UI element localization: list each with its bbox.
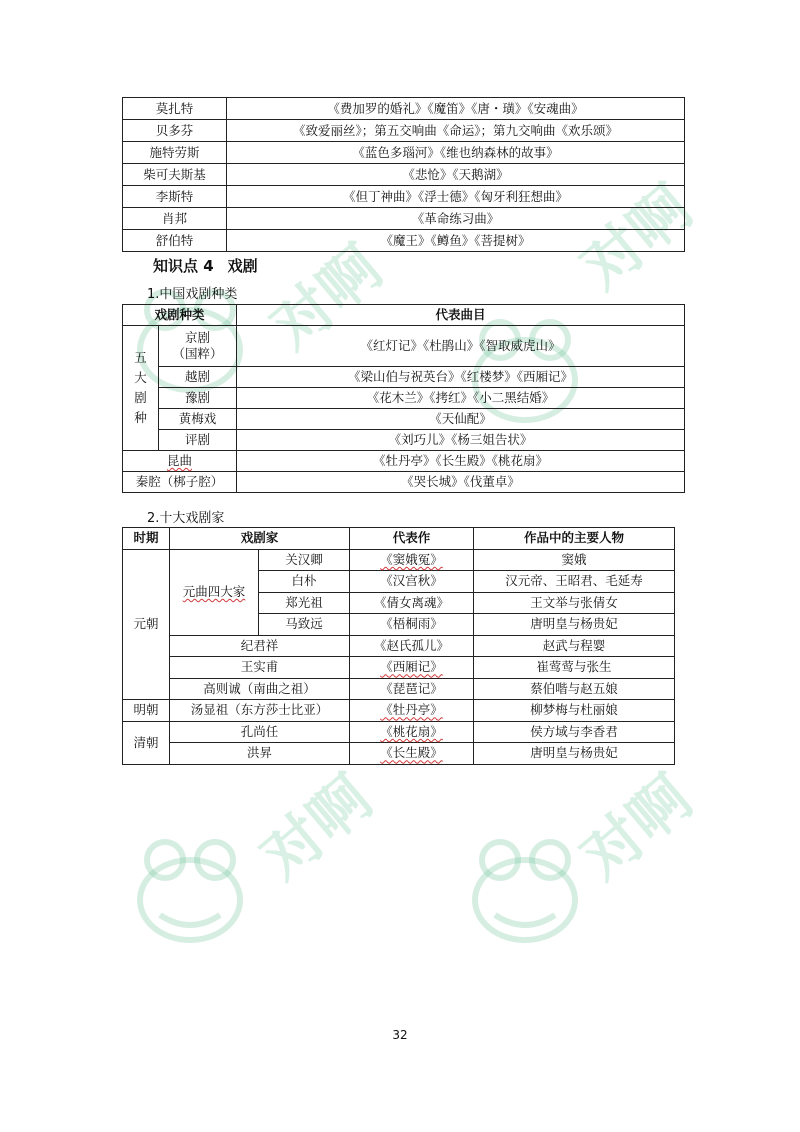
table-row — [123, 430, 685, 451]
dramatist-work: 《梧桐雨》 — [350, 614, 474, 636]
dramatist-characters: 蔡伯喈与赵五娘 — [474, 678, 675, 700]
opera-types-table — [122, 304, 685, 493]
header-dramatist: 戏剧家 — [170, 528, 350, 550]
header-work: 代表作 — [350, 528, 474, 550]
dramatist-work: 《桃花扇》 — [350, 721, 474, 743]
composer-works: 《悲怆》《天鹅湖》 — [227, 164, 685, 186]
dramatist-characters: 赵武与程婴 — [474, 635, 675, 657]
table-row — [123, 700, 675, 722]
watermark-text: 对啊 — [258, 232, 396, 364]
opera-name: 黄梅戏 — [159, 409, 237, 430]
period-ming: 明朝 — [123, 700, 170, 722]
dramatist-name: 关汉卿 — [259, 549, 350, 571]
dramatist-characters: 王文举与张倩女 — [474, 592, 675, 614]
table-row — [123, 472, 685, 493]
table-row — [123, 208, 685, 230]
opera-name: 秦腔（梆子腔） — [123, 472, 237, 493]
dramatist-characters: 侯方域与李香君 — [474, 721, 675, 743]
composer-works: 《费加罗的婚礼》《魔笛》《唐・璜》《安魂曲》 — [227, 98, 685, 120]
dramatist-name: 洪昇 — [170, 743, 350, 765]
opera-works: 《花木兰》《拷红》《小二黑结婚》 — [237, 388, 685, 409]
group-four-masters: 元曲四大家 — [170, 549, 259, 635]
composer-name: 李斯特 — [123, 186, 227, 208]
period-qing: 清朝 — [123, 721, 170, 764]
composer-name: 柴可夫斯基 — [123, 164, 227, 186]
page-number: 32 — [392, 1028, 408, 1042]
dramatist-work: 《赵氏孤儿》 — [350, 635, 474, 657]
section-number: 知识点 4 — [153, 257, 214, 275]
table-row — [123, 367, 685, 388]
dramatist-work: 《窦娥冤》 — [350, 549, 474, 571]
composer-name: 贝多芬 — [123, 120, 227, 142]
table-row — [123, 164, 685, 186]
table-row — [123, 388, 685, 409]
dramatist-name: 汤显祖（东方莎士比亚） — [170, 700, 350, 722]
dramatist-name: 王实甫 — [170, 657, 350, 679]
dramatist-work: 《西厢记》 — [350, 657, 474, 679]
dramatist-characters: 崔莺莺与张生 — [474, 657, 675, 679]
opera-works: 《天仙配》 — [237, 409, 685, 430]
dramatist-work: 《长生殿》 — [350, 743, 474, 765]
opera-name: 京剧 （国粹） — [159, 326, 237, 367]
table-header-row — [123, 528, 675, 550]
composer-name: 莫扎特 — [123, 98, 227, 120]
table-row — [123, 721, 675, 743]
table-row — [123, 549, 675, 571]
section-heading — [153, 255, 272, 276]
table-row — [123, 98, 685, 120]
opera-name: 评剧 — [159, 430, 237, 451]
table-row — [123, 635, 675, 657]
table-row — [123, 230, 685, 252]
header-characters: 作品中的主要人物 — [474, 528, 675, 550]
section-title: 戏剧 — [227, 257, 258, 275]
dramatist-name: 高则诚（南曲之祖） — [170, 678, 350, 700]
watermark-text: 对啊 — [568, 172, 706, 304]
dramatist-work: 《倩女离魂》 — [350, 592, 474, 614]
frog-logo-icon — [120, 820, 260, 960]
dramatist-work: 《牡丹亭》 — [350, 700, 474, 722]
dramatist-work: 《琵琶记》 — [350, 678, 474, 700]
dramatist-name: 孔尚任 — [170, 721, 350, 743]
watermark-text: 对啊 — [568, 762, 706, 894]
composer-name: 舒伯特 — [123, 230, 227, 252]
table-row — [123, 451, 685, 472]
composer-works: 《蓝色多瑙河》《维也纳森林的故事》 — [227, 142, 685, 164]
subheading-dramatists: 2.十大戏剧家 — [147, 511, 225, 526]
composer-works: 《革命练习曲》 — [227, 208, 685, 230]
group-label-five-operas: 五 大 剧 种 — [123, 326, 159, 451]
table-row — [123, 120, 685, 142]
watermark-text: 对啊 — [248, 762, 386, 894]
dramatist-characters: 汉元帝、王昭君、毛延寿 — [474, 571, 675, 593]
dramatist-characters: 窦娥 — [474, 549, 675, 571]
composers-table — [122, 97, 685, 252]
period-yuan: 元朝 — [123, 549, 170, 700]
composer-name: 肖邦 — [123, 208, 227, 230]
opera-name: 昆曲 — [123, 451, 237, 472]
header-works: 代表曲目 — [237, 305, 685, 326]
opera-works: 《红灯记》《杜鹃山》《智取威虎山》 — [237, 326, 685, 367]
table-row — [123, 657, 675, 679]
opera-name: 越剧 — [159, 367, 237, 388]
composer-name: 施特劳斯 — [123, 142, 227, 164]
composer-works: 《但丁神曲》《浮士德》《匈牙利狂想曲》 — [227, 186, 685, 208]
opera-works: 《刘巧儿》《杨三姐告状》 — [237, 430, 685, 451]
table-row — [123, 142, 685, 164]
dramatist-characters: 柳梦梅与杜丽娘 — [474, 700, 675, 722]
subheading-opera-types: 1.中国戏剧种类 — [147, 287, 238, 302]
dramatist-name: 马致远 — [259, 614, 350, 636]
dramatists-table — [122, 527, 675, 765]
dramatist-name: 纪君祥 — [170, 635, 350, 657]
opera-works: 《梁山伯与祝英台》《红楼梦》《西厢记》 — [237, 367, 685, 388]
table-row — [123, 743, 675, 765]
opera-works: 《哭长城》《伐董卓》 — [237, 472, 685, 493]
table-row — [123, 409, 685, 430]
header-period: 时期 — [123, 528, 170, 550]
table-row — [123, 186, 685, 208]
table-header-row — [123, 305, 685, 326]
frog-logo-icon — [455, 820, 595, 960]
table-row — [123, 678, 675, 700]
dramatist-characters: 唐明皇与杨贵妃 — [474, 614, 675, 636]
dramatist-work: 《汉宫秋》 — [350, 571, 474, 593]
composer-works: 《致爱丽丝》；第五交响曲《命运》；第九交响曲《欢乐颂》 — [227, 120, 685, 142]
dramatist-name: 白朴 — [259, 571, 350, 593]
dramatist-characters: 唐明皇与杨贵妃 — [474, 743, 675, 765]
opera-works: 《牡丹亭》《长生殿》《桃花扇》 — [237, 451, 685, 472]
composer-works: 《魔王》《鳟鱼》《菩提树》 — [227, 230, 685, 252]
header-opera-type: 戏剧种类 — [123, 305, 237, 326]
dramatist-name: 郑光祖 — [259, 592, 350, 614]
opera-name: 豫剧 — [159, 388, 237, 409]
